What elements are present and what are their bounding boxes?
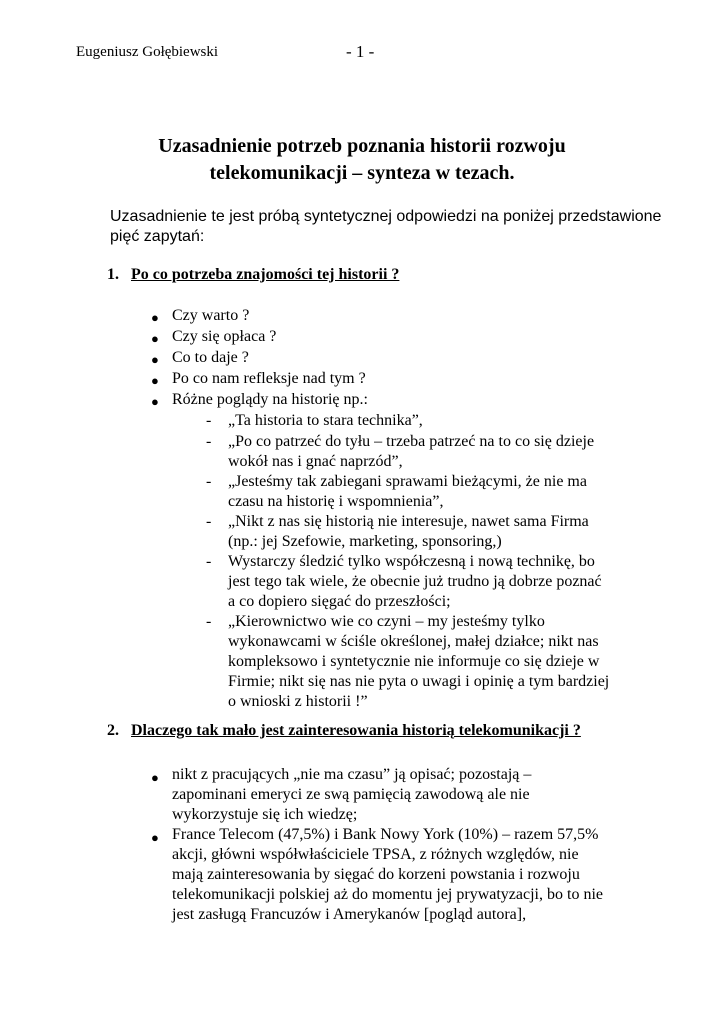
list-item-line: jest zasługą Francuzów i Amerykanów [pogląd autora], [172, 906, 527, 923]
header-author: Eugeniusz Gołębiewski [76, 44, 219, 60]
dash-item-line: o wnioski z historii !” [228, 693, 368, 710]
dash-item-line: wokół nas i gnać naprzód”, [228, 453, 403, 470]
list-item-line: telekomunikacji polskiej aż do momentu jej prywatyzacji, bo to nie [172, 886, 603, 903]
dash-item-line: „Jesteśmy tak zabiegani sprawami bieżącymi, że nie ma [228, 473, 587, 490]
dash-item-line: czasu na historię i wspomnienia”, [228, 493, 444, 510]
section-1-heading [107, 266, 399, 284]
bullet-icon: ● [151, 394, 159, 409]
bullet-icon: ● [151, 770, 159, 785]
section-1-heading-text: Po co potrzeba znajomości tej historii ? [131, 266, 400, 283]
bullet-icon: ● [151, 830, 159, 845]
list-item: Różne poglądy na historię np.: [172, 391, 368, 408]
bullet-icon: ● [151, 373, 159, 388]
dash-item-line: kompleksowo i syntetycznie nie informuje co się dzieje w [228, 653, 600, 670]
page-number: - 1 - [346, 42, 375, 61]
dash-icon: - [206, 433, 212, 450]
dash-icon: - [206, 613, 212, 630]
dash-item-line: „Kierownictwo wie co czyni – my jesteśmy tylko [228, 613, 545, 630]
list-item-line: nikt z pracujących „nie ma czasu” ją opisać; pozostają – [172, 766, 532, 783]
list-item-line: mają zainteresowania by sięgać do korzeni powstania i rozwoju [172, 866, 580, 883]
bullet-icon: ● [151, 310, 159, 325]
list-item-line: akcji, główni współwłaściciele TPSA, z różnych względów, nie [172, 846, 579, 863]
bullet-icon: ● [151, 331, 159, 346]
intro-line-2: pięć zapytań: [110, 228, 205, 245]
dash-item-line: Firmie; nikt się nas nie pyta o uwagi i opinię a tym bardziej [228, 673, 610, 690]
list-item: Czy się opłaca ? [172, 328, 277, 345]
dash-icon: - [206, 513, 212, 530]
list-item: Po co nam refleksje nad tym ? [172, 370, 366, 387]
dash-item-line: Wystarczy śledzić tylko współczesną i nową technikę, bo [228, 553, 595, 570]
dash-item-line: „Nikt z nas się historią nie interesuje, nawet sama Firma [228, 513, 589, 530]
list-item-line: France Telecom (47,5%) i Bank Nowy York (10%) – razem 57,5% [172, 826, 599, 843]
section-2-heading [107, 722, 581, 740]
dash-item-line: (np.: jej Szefowie, marketing, sponsoring,) [228, 533, 502, 550]
section-2-heading-text: Dlaczego tak mało jest zainteresowania historią telekomunikacji ? [131, 722, 581, 739]
dash-icon: - [206, 553, 212, 570]
section-1-number: 1. [107, 266, 119, 283]
dash-item-line: „Ta historia to stara technika”, [228, 412, 423, 429]
dash-item-line: wykonawcami w ściśle określonej, małej działce; nikt nas [228, 633, 599, 650]
bullet-icon: ● [151, 352, 159, 367]
dash-item-line: a co dopiero sięgać do przeszłości; [228, 593, 451, 610]
list-item-line: zapominani emeryci ze swą pamięcią zawodową ale nie [172, 786, 530, 803]
section-2-number: 2. [107, 722, 119, 739]
dash-item-line: „Po co patrzeć do tyłu – trzeba patrzeć na to co się dzieje [228, 433, 595, 450]
list-item-line: wykorzystuje się ich wiedzę; [172, 806, 358, 823]
dash-icon: - [206, 473, 212, 490]
document-title-line-2: telekomunikacji – synteza w tezach. [209, 162, 515, 184]
list-item: Co to daje ? [172, 349, 249, 366]
dash-icon: - [206, 412, 212, 429]
dash-item-line: jest tego tak wiele, że obecnie już trudno ją dobrze poznać [228, 573, 602, 590]
list-item: Czy warto ? [172, 307, 250, 324]
document-title-line-1: Uzasadnienie potrzeb poznania historii rozwoju [158, 135, 566, 157]
intro-line-1: Uzasadnienie te jest próbą syntetycznej odpowiedzi na poniżej przedstawione [110, 208, 662, 225]
